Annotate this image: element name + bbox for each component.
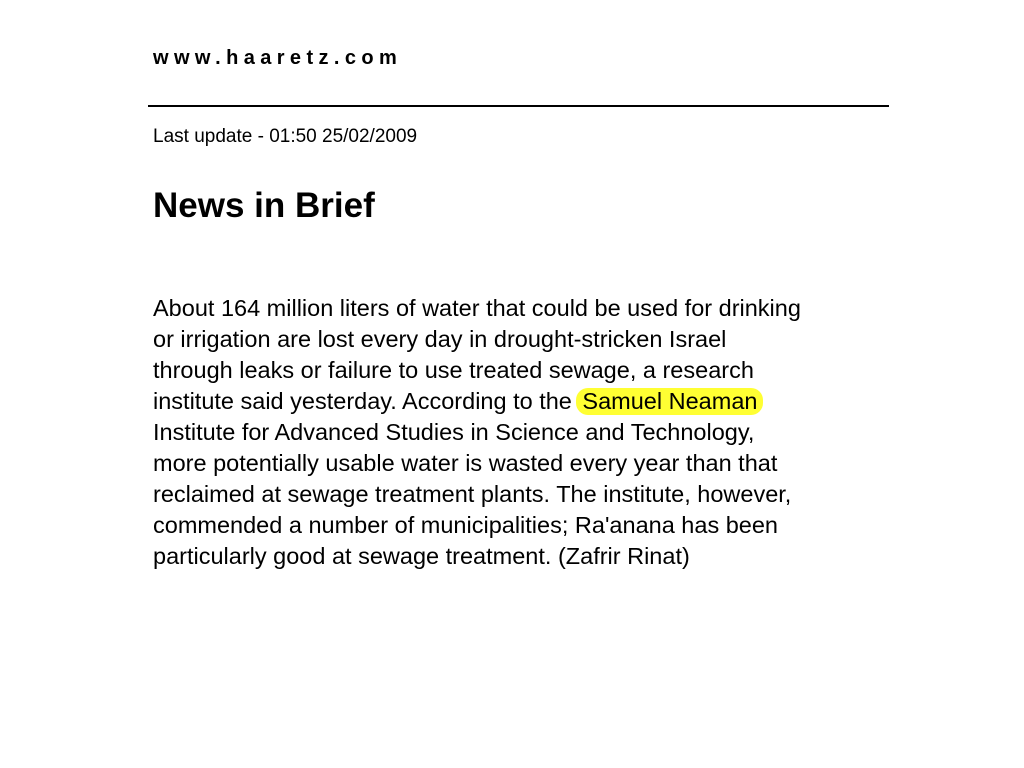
article-line: reclaimed at sewage treatment plants. The institute, however, bbox=[153, 481, 792, 507]
article-line bbox=[153, 386, 953, 417]
article-line-text: institute said yesterday. According to the bbox=[153, 388, 572, 414]
article-line: commended a number of municipalities; Ra'anana has been bbox=[153, 512, 778, 538]
article-line: through leaks or failure to use treated sewage, a research bbox=[153, 357, 754, 383]
article-line: About 164 million liters of water that could be used for drinking bbox=[153, 295, 801, 321]
article-line: Institute for Advanced Studies in Science and Technology, bbox=[153, 419, 755, 445]
article-line: or irrigation are lost every day in drought-stricken Israel bbox=[153, 326, 727, 352]
highlighted-name: Samuel Neaman bbox=[576, 388, 763, 415]
last-update-timestamp: Last update - 01:50 25/02/2009 bbox=[153, 126, 418, 147]
article-line: particularly good at sewage treatment. (Zafrir Rinat) bbox=[153, 543, 690, 569]
header-divider bbox=[148, 105, 889, 107]
article-line: more potentially usable water is wasted every year than that bbox=[153, 450, 778, 476]
page-title: News in Brief bbox=[153, 186, 375, 225]
site-url: www.haaretz.com bbox=[153, 47, 403, 69]
article-body bbox=[153, 293, 953, 572]
